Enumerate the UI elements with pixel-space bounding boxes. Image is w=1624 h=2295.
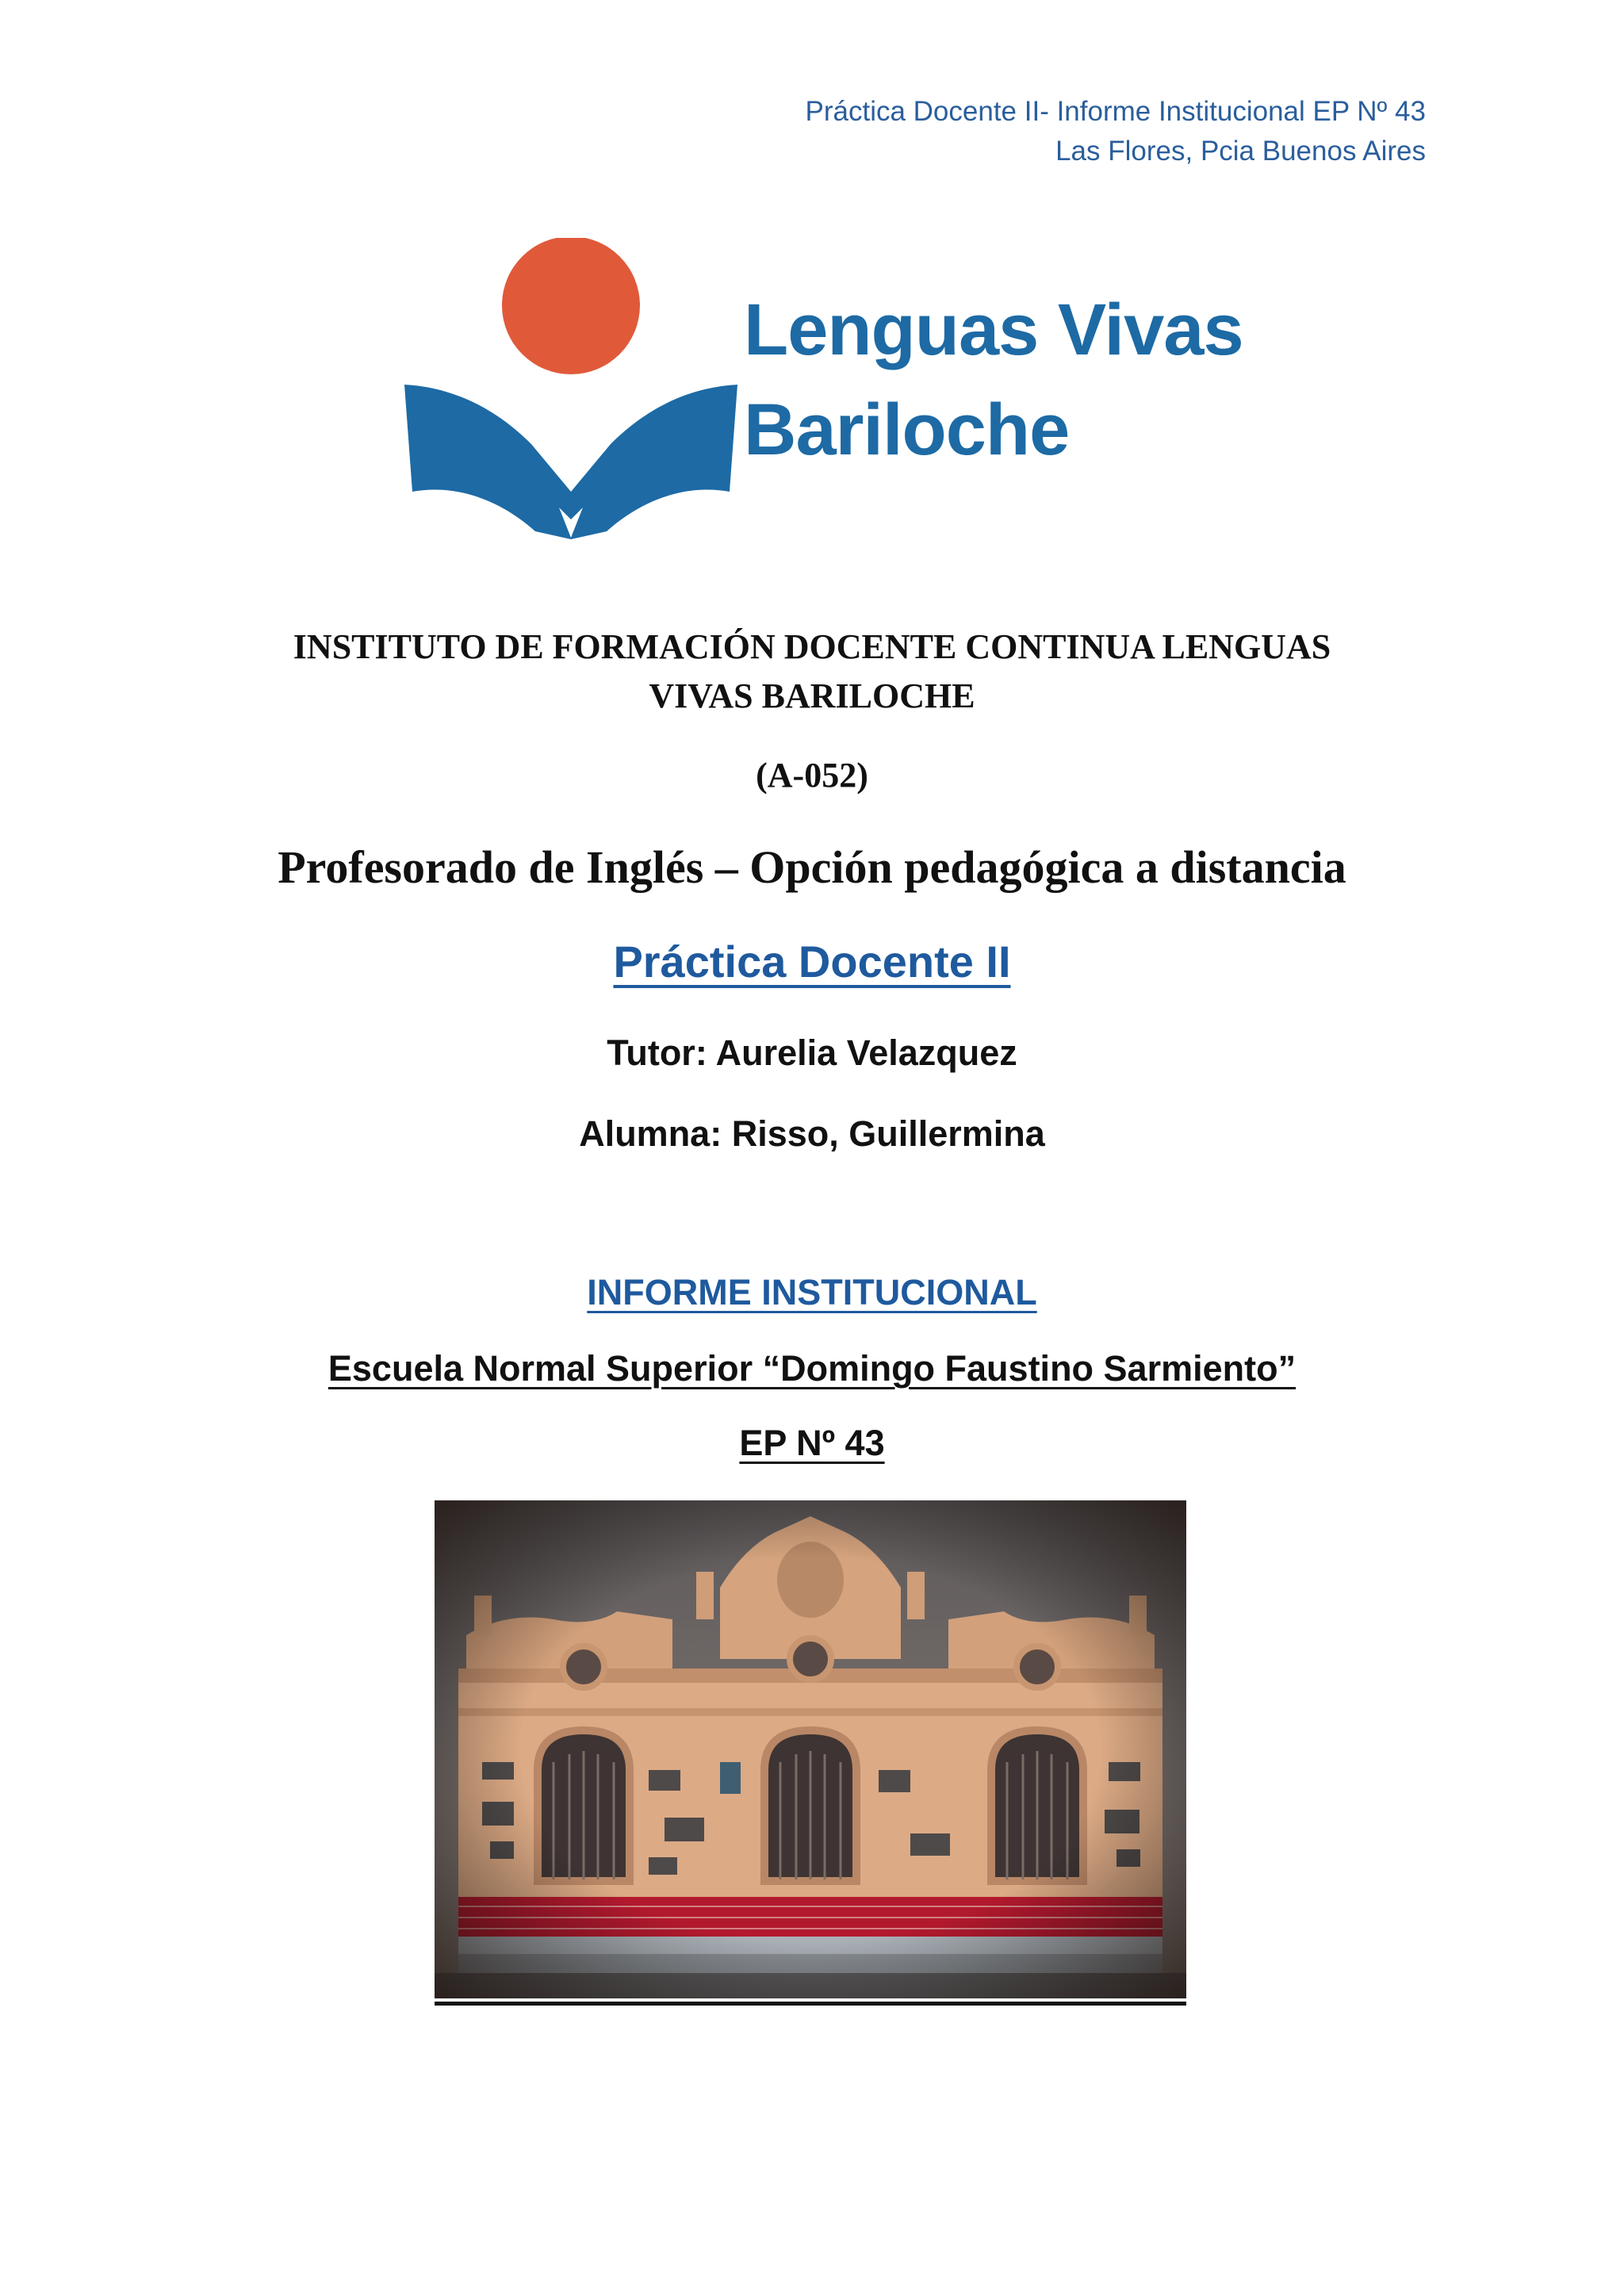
school-code-text: EP Nº 43 xyxy=(739,1423,885,1463)
student-line: Alumna: Risso, Guillermina xyxy=(579,1113,1045,1154)
institution-name xyxy=(0,623,1624,721)
page-header xyxy=(806,92,1427,171)
report-title xyxy=(0,1272,1624,1313)
school-building-photo xyxy=(435,1500,1186,1998)
tutor-line: Tutor: Aurelia Velazquez xyxy=(607,1033,1017,1073)
course-title-text: Práctica Docente II xyxy=(613,937,1011,987)
institution-name-line-2: VIVAS BARILOCHE xyxy=(649,676,975,715)
course-title xyxy=(0,936,1624,987)
header-line-2: Las Flores, Pcia Buenos Aires xyxy=(1055,136,1426,167)
logo-text-line-1: Lenguas Vivas xyxy=(744,289,1243,370)
logo-sun xyxy=(502,238,640,374)
program-title: Profesorado de Inglés – Opción pedagógica a distancia xyxy=(278,841,1346,893)
institution-code: (A-052) xyxy=(756,756,868,795)
school-name-text: Escuela Normal Superior “Domingo Faustino Sarmiento” xyxy=(327,1348,1297,1389)
report-title-text: INFORME INSTITUCIONAL xyxy=(587,1272,1037,1312)
school-code xyxy=(0,1423,1624,1464)
logo-book xyxy=(404,385,737,539)
school-name xyxy=(0,1348,1624,1389)
photo-underline-rule xyxy=(435,2002,1186,2006)
logo-text-line-2: Bariloche xyxy=(744,389,1070,470)
open-book-with-sun-logo-icon xyxy=(400,238,741,539)
institution-logo xyxy=(400,238,1249,539)
header-line-1: Práctica Docente II- Informe Institucional EP Nº 43 xyxy=(805,96,1426,127)
institution-name-line-1: INSTITUTO DE FORMACIÓN DOCENTE CONTINUA LENGUAS xyxy=(293,627,1331,666)
